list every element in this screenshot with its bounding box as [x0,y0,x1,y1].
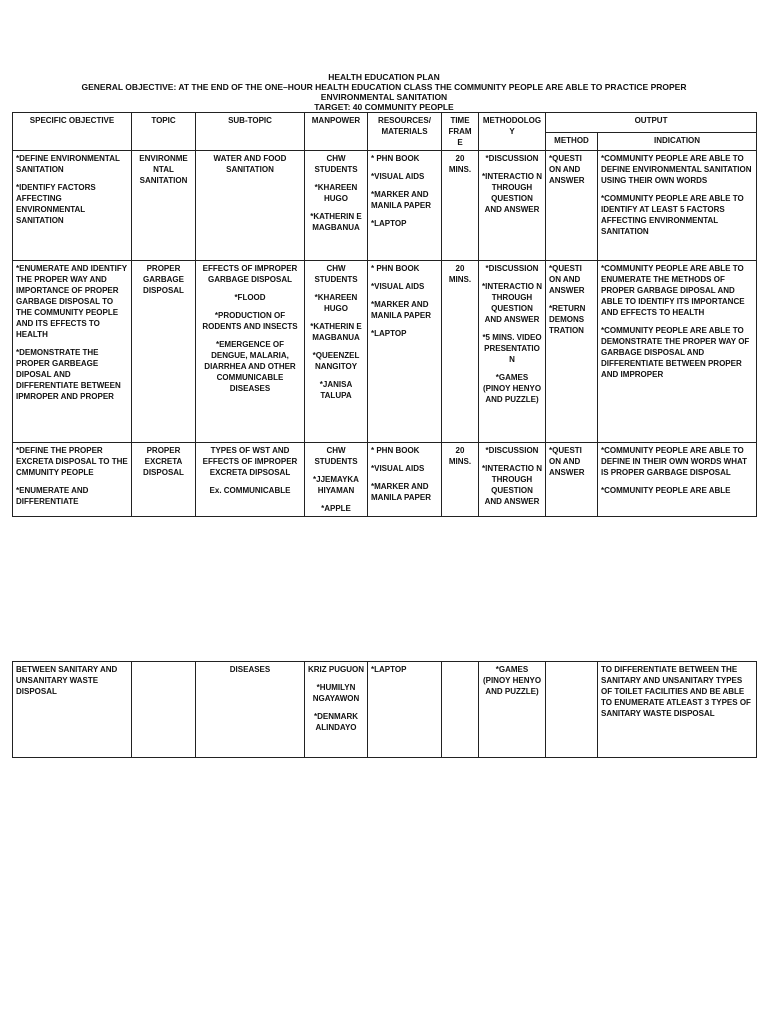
methodology-cell [479,662,546,758]
manpower-cell [305,662,368,758]
col-specific-objective: SPECIFIC OBJECTIVE [13,113,132,151]
cell-line: *LAPTOP [371,665,407,674]
cell-line: KRIZ PUGUON [308,665,364,674]
cell-line: *LAPTOP [371,329,407,338]
cell-line: *VISUAL AIDS [371,464,425,473]
resources-cell [368,151,442,261]
cell-line: *GAMES (PINOY HENYO AND PUZZLE) [482,665,542,696]
cell-line: *MARKER AND MANILA PAPER [371,190,431,210]
cell-line: *IDENTIFY FACTORS AFFECTING ENVIRONMENTAL SANITATION [16,183,96,225]
cell-line: *INTERACTIO N THROUGH QUESTION AND ANSWER [482,464,542,506]
cell-line: *JJEMAYKA HIYAMAN [313,475,359,495]
time-cell [442,151,479,261]
col-method: METHOD [546,133,598,151]
subtopic-cell [196,443,305,517]
cell-line: CHW STUDENTS [314,154,358,174]
cell-line: *VISUAL AIDS [371,172,425,181]
objective-cell [13,151,132,261]
indication-cell [598,261,757,443]
cell-line: *DISCUSSION [485,446,539,455]
cell-line: *EMERGENCE OF DENGUE, MALARIA, DIARRHEA AND OTHER COMMUNICABLE DISEASES [204,340,296,393]
cell-line: *JANISA TALUPA [319,380,353,400]
topic-cell [132,662,196,758]
cell-line: PROPER EXCRETA DISPOSAL [143,446,184,477]
indication-cell [598,443,757,517]
method-cell [546,443,598,517]
indication-cell [598,662,757,758]
cell-line: *HUMILYN NGAYAWON [312,683,360,703]
cell-line: *COMMUNITY PEOPLE ARE ABLE TO DEFINE ENVIRONMENTAL SANITATION USING THEIR OWN WORDS [601,154,752,185]
cell-line: *APPLE [321,504,351,513]
cell-line: BETWEEN SANITARY AND UNSANITARY WASTE DISPOSAL [16,665,118,696]
cell-line: *COMMUNITY PEOPLE ARE ABLE TO DEFINE IN THEIR OWN WORDS WHAT IS PROPER GARBAGE DISPOSAL [601,446,748,477]
topic-cell [132,261,196,443]
cell-line: *ENUMERATE AND IDENTIFY THE PROPER WAY AND IMPORTANCE OF PROPER GARBAGE DISPOSAL TO THE COMMUNITY PEOPLE AND ITS EFFECTS TO HEALTH [16,264,127,339]
cell-line: PROPER GARBAGE DISPOSAL [143,264,184,295]
method-cell [546,151,598,261]
cell-line: *DEFINE THE PROPER EXCRETA DISPOSAL TO THE CMMUNITY PEOPLE [16,446,128,477]
subtopic-cell [196,662,305,758]
cell-line: 20 MINS. [448,154,472,174]
cell-line: *ENUMERATE AND DIFFERENTIATE [16,486,89,506]
plan-table-continued [12,661,757,758]
cell-line: *RETURN DEMONS TRATION [549,304,586,335]
indication-cell [598,151,757,261]
cell-line: TO DIFFERENTIATE BETWEEN THE SANITARY AND UNSANITARY TYPES OF TOILET FACILITIES AND BE ABLE TO ENUMERATE ATLEAST 3 TYPES OF SANITARY WASTE DISPOSAL [601,665,751,718]
table-row [13,151,757,261]
subtopic-cell [196,261,305,443]
target-line: TARGET: 40 COMMUNITY PEOPLE [314,102,454,112]
col-indication: INDICATION [598,133,757,151]
cell-line: * PHN BOOK [371,154,420,163]
col-output: OUTPUT [546,113,757,133]
col-time-frame: TIME FRAM E [442,113,479,151]
cell-line: 20 MINS. [448,446,472,466]
plan-table [12,112,757,517]
cell-line: *INTERACTIO N THROUGH QUESTION AND ANSWER [482,282,542,324]
methodology-cell [479,443,546,517]
cell-line: WATER AND FOOD SANITATION [213,154,287,174]
cell-line: *KATHERIN E MAGBANUA [310,322,362,342]
col-topic: TOPIC [132,113,196,151]
cell-line: *KATHERIN E MAGBANUA [310,212,362,232]
cell-line: *MARKER AND MANILA PAPER [371,482,431,502]
cell-line: CHW STUDENTS [314,264,358,284]
cell-line: *DEFINE ENVIRONMENTAL SANITATION [16,154,120,174]
manpower-cell [305,261,368,443]
col-manpower: MANPOWER [305,113,368,151]
cell-line: *QUESTI ON AND ANSWER [549,154,585,185]
time-cell [442,443,479,517]
cell-line: CHW STUDENTS [314,446,358,466]
objective-cell [13,662,132,758]
topic-cell [132,443,196,517]
cell-line: *DISCUSSION [485,264,539,273]
methodology-cell [479,261,546,443]
cell-line: *DEMONSTRATE THE PROPER GARBEAGE DIPOSAL AND DIFFERENTIATE BETWEEN IPMROPER AND PROPER [16,348,121,401]
cell-line: *FLOOD [234,293,266,302]
cell-line: EFFECTS OF IMPROPER GARBAGE DISPOSAL [202,264,298,284]
document-title: HEALTH EDUCATION PLAN [328,72,440,82]
col-methodology: METHODOLOG Y [479,113,546,151]
cell-line: ENVIRONME NTAL SANITATION [139,154,188,185]
cell-line: *COMMUNITY PEOPLE ARE ABLE TO ENUMERATE THE METHODS OF PROPER GARBAGE DIPOSAL AND ABLE TO IDENTIFY ITS IMPORTANCE AND EFFECTS TO HEALTH [601,264,745,317]
col-sub-topic: SUB-TOPIC [196,113,305,151]
time-cell [442,261,479,443]
cell-line: Ex. COMMUNICABLE [209,486,291,495]
table-row [13,261,757,443]
cell-line: DISEASES [229,665,271,674]
resources-cell [368,261,442,443]
cell-line: *LAPTOP [371,219,407,228]
cell-line: *QUEENZEL NANGITOY [312,351,360,371]
cell-line: TYPES OF WST AND EFFECTS OF IMPROPER EXCRETA DIPSOSAL [202,446,298,477]
cell-line: *QUESTI ON AND ANSWER [549,446,585,477]
methodology-cell [479,151,546,261]
cell-line: *GAMES (PINOY HENYO AND PUZZLE) [482,373,542,404]
cell-line: *KHAREEN HUGO [314,293,358,313]
resources-cell [368,443,442,517]
cell-line: *VISUAL AIDS [371,282,425,291]
method-cell [546,662,598,758]
method-cell [546,261,598,443]
subtopic-cell [196,151,305,261]
resources-cell [368,662,442,758]
objective-cell [13,443,132,517]
general-objective: GENERAL OBJECTIVE: AT THE END OF THE ONE–HOUR HEALTH EDUCATION CLASS THE COMMUNITY PEOPLE ARE ABLE TO PRACTICE PROPER [81,82,687,92]
cell-line: *PRODUCTION OF RODENTS AND INSECTS [202,311,298,331]
general-objective-cont: ENVIRONMENTAL SANITATION [320,92,448,102]
cell-line: *INTERACTIO N THROUGH QUESTION AND ANSWER [482,172,542,214]
topic-cell [132,151,196,261]
objective-cell [13,261,132,443]
cell-line: *DISCUSSION [485,154,539,163]
cell-line: *COMMUNITY PEOPLE ARE ABLE TO IDENTIFY AT LEAST 5 FACTORS AFFECTING ENVIRONMENTAL SANITATION [601,194,744,236]
cell-line: *KHAREEN HUGO [314,183,358,203]
cell-line: * PHN BOOK [371,264,420,273]
cell-line: *COMMUNITY PEOPLE ARE ABLE [601,486,731,495]
cell-line: *MARKER AND MANILA PAPER [371,300,431,320]
time-cell [442,662,479,758]
manpower-cell [305,151,368,261]
cell-line: *COMMUNITY PEOPLE ARE ABLE TO DEMONSTRATE THE PROPER WAY OF GARBAGE DISPOSAL AND DIFFERENTIATE BETWEEN PROPER AND IMPROPER [601,326,750,379]
table-row [13,662,757,758]
cell-line: *DENMARK ALINDAYO [314,712,358,732]
cell-line: *5 MINS. VIDEO PRESENTATIO N [482,333,542,364]
table-row [13,443,757,517]
cell-line: *QUESTI ON AND ANSWER [549,264,585,295]
cell-line: 20 MINS. [448,264,472,284]
cell-line: * PHN BOOK [371,446,420,455]
col-resources: RESOURCES/ MATERIALS [368,113,442,151]
manpower-cell [305,443,368,517]
